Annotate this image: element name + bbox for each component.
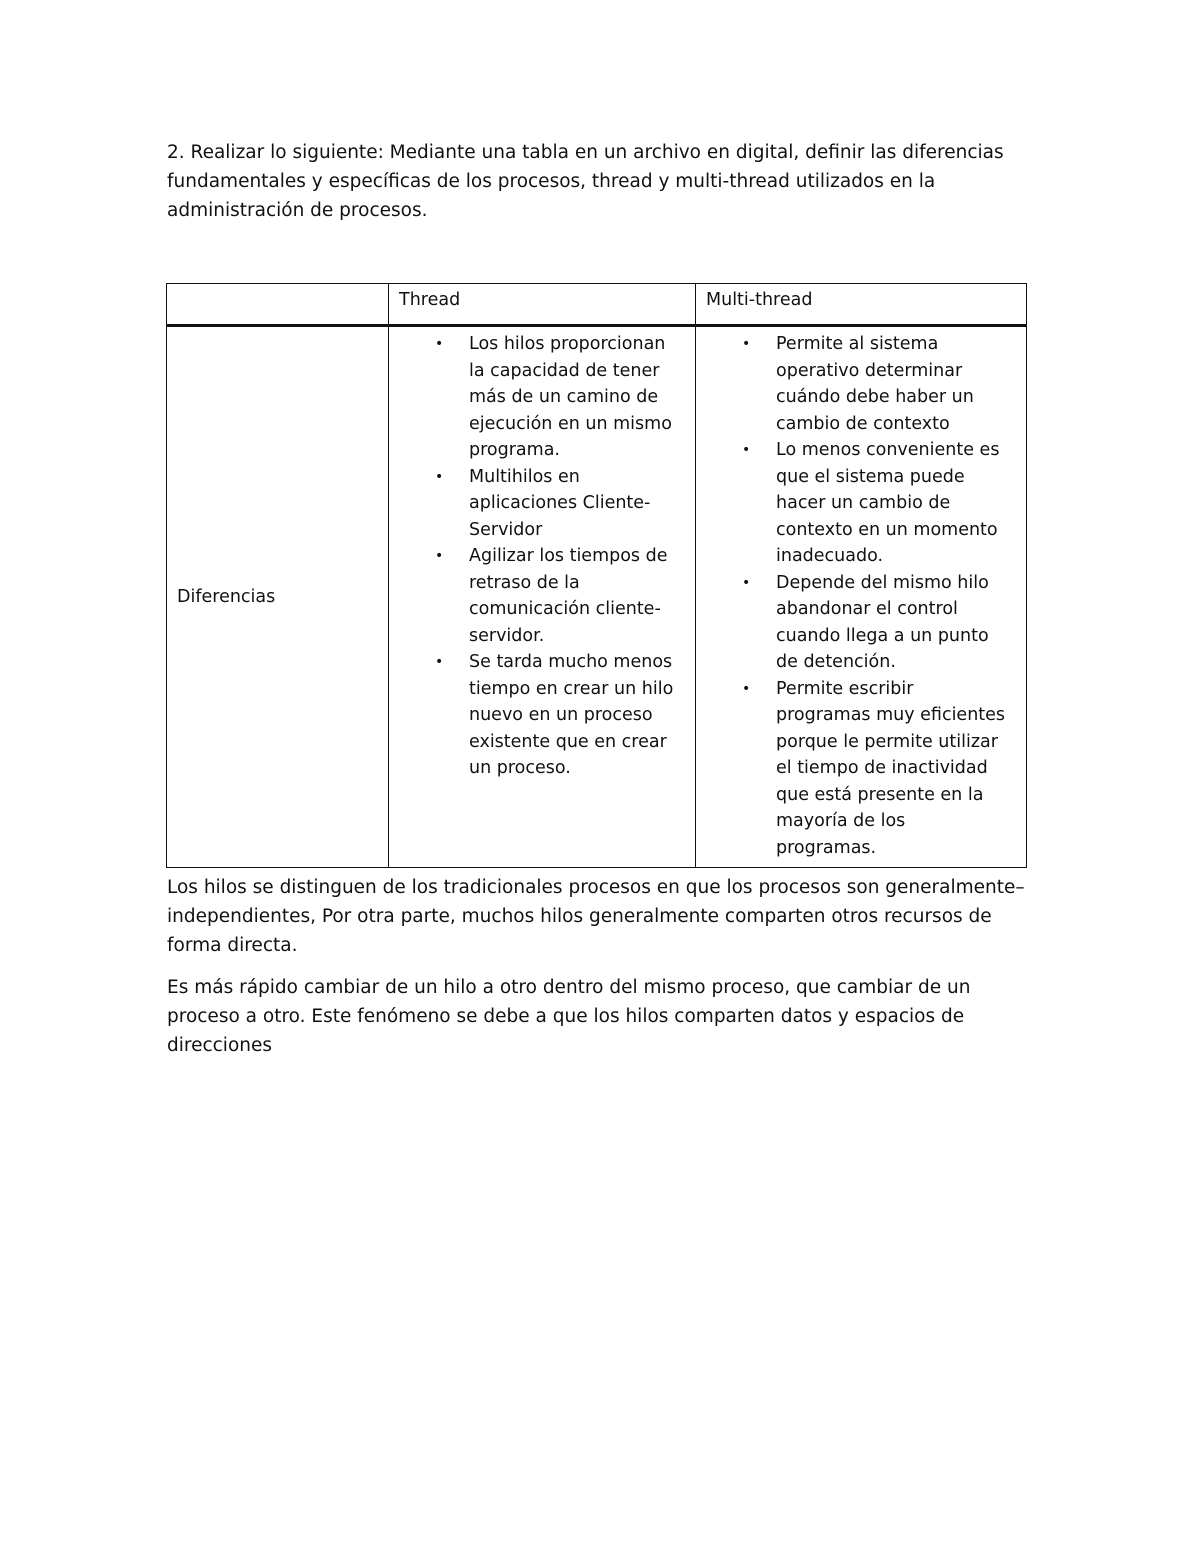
comparison-table-wrapper (166, 283, 1026, 868)
question-number: 2. (167, 142, 185, 163)
list-item-text: Lo menos conveniente es que el sistema puede hacer un cambio de contexto en un momento inadecuado. (776, 440, 1000, 566)
header-thread: Thread (389, 284, 696, 326)
intro-paragraph (167, 138, 1037, 225)
list-item (742, 437, 1008, 570)
list-item (742, 331, 1008, 437)
thread-list (389, 327, 695, 788)
table-row-diferencias (167, 326, 1027, 868)
bullet-icon: • (742, 336, 751, 352)
list-item (435, 543, 677, 649)
list-item-text: Multihilos en aplicaciones Cliente-Servidor (469, 466, 651, 540)
list-item-text: Se tarda mucho menos tiempo en crear un hilo nuevo en un proceso existente que en crear un proceso. (469, 652, 674, 778)
paragraph-hilos: Los hilos se distinguen de los tradicionales procesos en que los procesos son generalmente– independientes, Por otra parte, muchos hilos generalmente comparten otros recursos de forma directa. (167, 877, 1025, 956)
header-empty-cell (167, 284, 389, 326)
list-item (435, 464, 677, 544)
bullet-icon: • (742, 442, 751, 458)
table-header-row (167, 284, 1027, 326)
header-multithread: Multi-thread (696, 284, 1027, 326)
paragraph-rapido: Es más rápido cambiar de un hilo a otro dentro del mismo proceso, que cambiar de un proceso a otro. Este fenómeno se debe a que los hilos comparten datos y espacios de direcciones (167, 977, 971, 1056)
list-item-text: Agilizar los tiempos de retraso de la comunicación cliente-servidor. (469, 546, 668, 646)
bullet-icon: • (435, 468, 444, 485)
multithread-cell (696, 326, 1027, 868)
list-item (435, 331, 677, 464)
bullet-icon: • (742, 680, 751, 697)
list-item (742, 676, 1008, 862)
closing-paragraphs (167, 873, 1037, 1073)
row-label-diferencias: Diferencias (167, 326, 389, 868)
thread-cell (389, 326, 696, 868)
multithread-list (696, 327, 1026, 867)
bullet-icon: • (742, 574, 751, 591)
list-item-text: Los hilos proporcionan la capacidad de tener más de un camino de ejecución en un mismo programa. (469, 334, 672, 460)
comparison-table (166, 283, 1027, 868)
list-item-text: Permite al sistema operativo determinar cuándo debe haber un cambio de contexto (776, 334, 974, 434)
bullet-icon: • (435, 336, 444, 352)
question-text: Realizar lo siguiente: Mediante una tabla en un archivo en digital, definir las diferencias fundamentales y específicas de los procesos, thread y multi-thread utilizados en la administración de procesos. (167, 142, 1004, 221)
list-item (435, 649, 677, 782)
list-item (742, 570, 1008, 676)
list-item-text: Depende del mismo hilo abandonar el control cuando llega a un punto de detención. (776, 572, 989, 672)
bullet-icon: • (435, 654, 444, 670)
list-item-text: Permite escribir programas muy eficientes porque le permite utilizar el tiempo de inactividad que está presente en la mayoría de los programas. (776, 678, 1006, 858)
bullet-icon: • (435, 548, 444, 564)
